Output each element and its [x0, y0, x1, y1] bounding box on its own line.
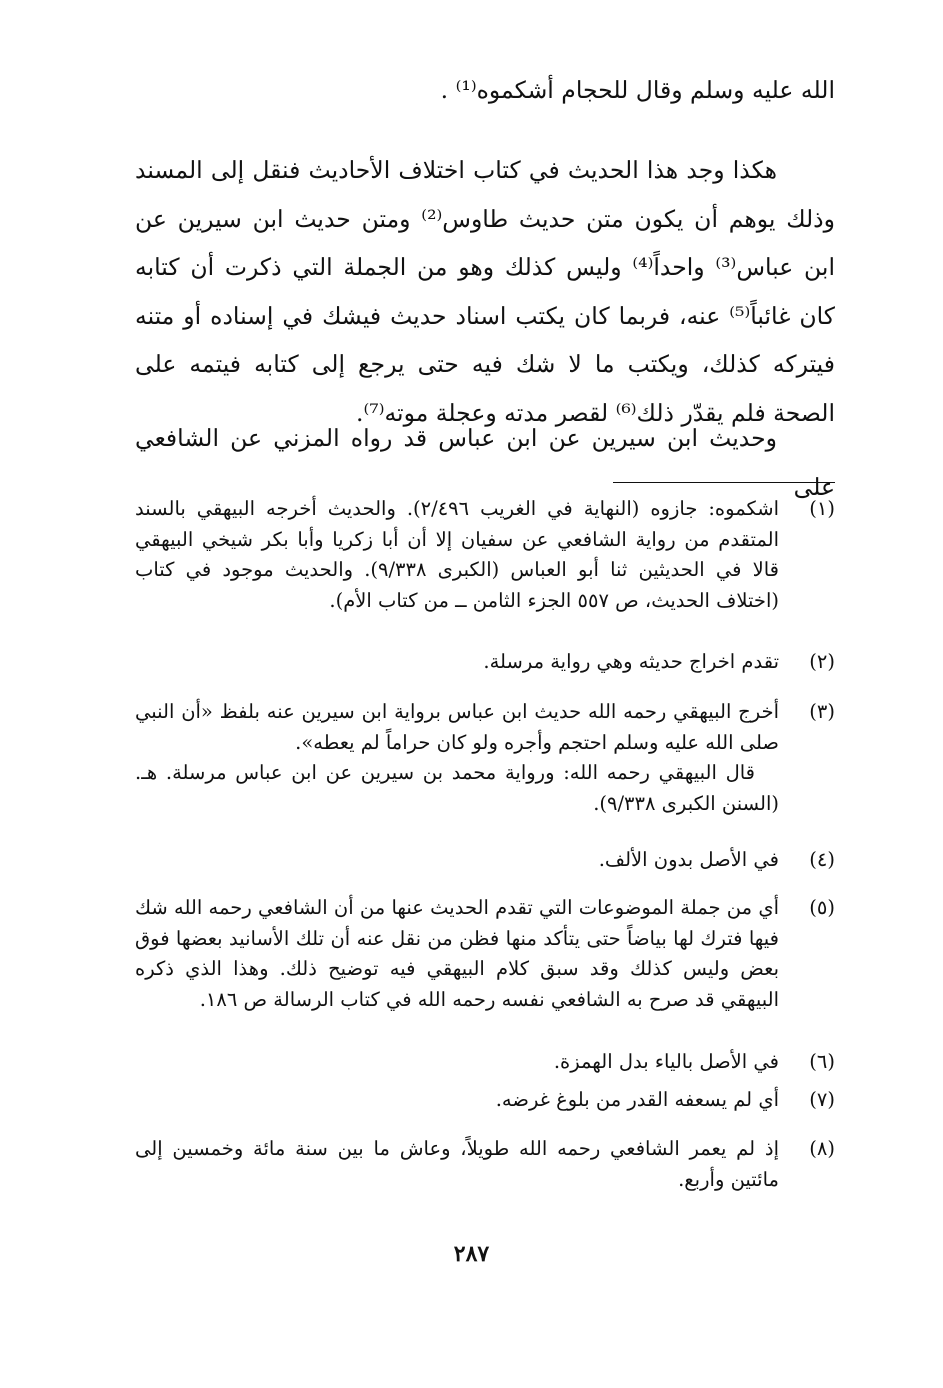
footnote-continuation: قال البيهقي رحمه الله: ورواية محمد بن سيرين عن ابن عباس مرسلة. هـ. (السنن الكبرى ٩/٣٣٨).	[135, 761, 779, 815]
page-number: ٢٨٧	[453, 1241, 490, 1267]
footnote-number: (١)	[809, 497, 835, 520]
footnote-2	[135, 647, 835, 678]
paragraph-continuation: الله عليه وسلم وقال للحجام أشكموه⁽¹⁾ .	[440, 76, 835, 104]
main-text-paragraph	[135, 146, 835, 437]
footnote-number: (٣)	[809, 700, 835, 723]
footnote-number: (٧)	[809, 1088, 835, 1111]
footnote-separator	[613, 482, 835, 483]
footnote-text: تقدم اخراج حديثه وهي رواية مرسلة.	[483, 650, 779, 673]
footnote-text: أي لم يسعفه القدر من بلوغ غرضه.	[495, 1088, 779, 1111]
footnote-text: اشكموه: جازوه (النهاية في الغريب ٢/٤٩٦). والحديث أخرجه البيهقي بالسند المتقدم من رواية الشافعي عن سفيان إلا أن أبا زكريا وأبا بكر شيخي البيهقي قالا في الحديثين ثنا أبو العباس (الكبرى ٩/٣٣٨). والحديث موجود في كتاب (اختلاف الحديث، ص ٥٥٧ الجزء الثامن ــ من كتاب الأم).	[135, 497, 779, 612]
footnote-text: أخرج البيهقي رحمه الله حديث ابن عباس برواية ابن سيرين عنه بلفظ «أن النبي صلى الله عليه وسلم احتجم وأجره ولو كان حراماً لم يعطه».	[135, 700, 779, 754]
footnote-text: أي من جملة الموضوعات التي تقدم الحديث عنها من أن الشافعي رحمه الله شك فيها فترك لها بياضاً حتى يتأكد منها فظن من نقل عنه أن تلك الأسانيد بعضها فوق بعض وليس كذلك وقد سبق كلام البيهقي فيه توضيح ذلك. وهذا الذي ذكره البيهقي قد صرح به الشافعي نفسه رحمه الله في كتاب الرسالة ص ١٨٦.	[135, 896, 779, 1011]
footnote-text: في الأصل بدون الألف.	[598, 848, 779, 871]
footnote-number: (٤)	[809, 848, 835, 871]
footnote-number: (٢)	[809, 650, 835, 673]
paragraph-start: وحديث ابن سيرين عن ابن عباس قد رواه المزني عن الشافعي على	[135, 424, 835, 501]
footnote-6	[135, 1047, 835, 1078]
footnote-5	[135, 893, 835, 1015]
footnote-text: في الأصل بالياء بدل الهمزة.	[553, 1050, 779, 1073]
footnote-4	[135, 845, 835, 876]
footnote-number: (٨)	[809, 1137, 835, 1160]
main-text-top-line	[135, 66, 835, 115]
footnote-number: (٦)	[809, 1050, 835, 1073]
footnote-7	[135, 1085, 835, 1116]
footnote-8	[135, 1134, 835, 1195]
footnote-number: (٥)	[809, 896, 835, 919]
footnote-1	[135, 494, 835, 616]
footnote-3	[135, 697, 835, 819]
paragraph-body: هكذا وجد هذا الحديث في كتاب اختلاف الأحاديث فنقل إلى المسند وذلك يوهم أن يكون متن حديث طاوس⁽²⁾ ومتن حديث ابن سيرين عن ابن عباس⁽³⁾ واحداً⁽⁴⁾ وليس كذلك وهو من الجملة التي ذكرت أن كتابه كان غائباً⁽⁵⁾ عنه، فربما كان يكتب اسناد حديث فيشك في إسناده أو متنه فيتركه كذلك، ويكتب ما لا شك فيه حتى يرجع إلى كتابه فيتمه على الصحة فلم يقدّر ذلك⁽⁶⁾ لقصر مدته وعجلة موته⁽⁷⁾.	[135, 156, 835, 427]
footnote-text: إذ لم يعمر الشافعي رحمه الله طويلاً، وعاش ما بين سنة مائة وخمسين إلى مائتين وأربع.	[135, 1137, 779, 1191]
